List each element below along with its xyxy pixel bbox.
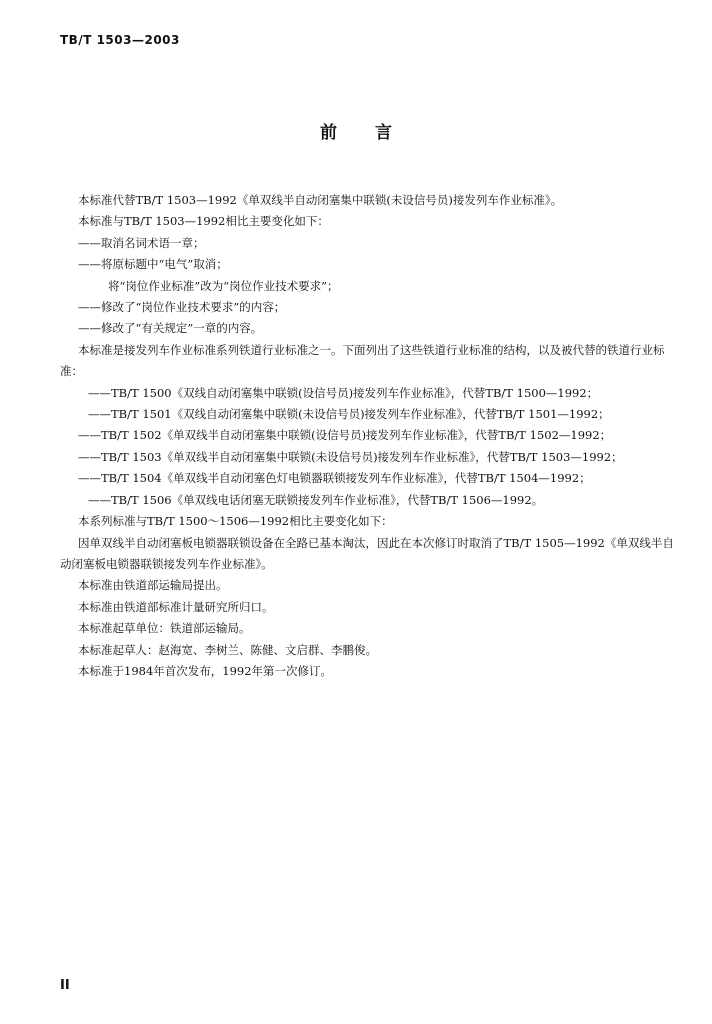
foreword-body (60, 190, 685, 682)
paragraph-series-changes-intro: 本系列标准与TB/T 1500～1506—1992相比主要变化如下： (78, 514, 393, 529)
paragraph-series-item-1506: ——TB/T 1506《单双线电话闭塞无联锁接发列车作业标准》，代替TB/T 1506—1992。 (88, 492, 544, 507)
paragraph-changes-intro: 本标准与TB/T 1503—1992相比主要变化如下： (78, 214, 329, 229)
page-title: 前言 (320, 123, 430, 143)
paragraph-series-intro: 本标准是接发列车作业标准系列铁道行业标准之一。下面列出了这些铁道行业标准的结构，以及被代替的铁道行业标准： (60, 342, 665, 379)
paragraph-drafters: 本标准起草人：赵海宽、李树兰、陈健、文启群、李鹏俊。 (78, 642, 377, 657)
paragraph-history: 本标准于1984年首次发布，1992年第一次修订。 (78, 663, 333, 678)
paragraph-series-item-1501: ——TB/T 1501《双线自动闭塞集中联锁(未设信号员)接发列车作业标准》，代替TB/T 1501—1992； (88, 407, 610, 422)
document-code-header: TB/T 1503—2003 (60, 33, 180, 47)
paragraph-series-item-1502: ——TB/T 1502《单双线半自动闭塞集中联锁(设信号员)接发列车作业标准》，代替TB/T 1502—1992； (78, 428, 612, 443)
paragraph-centralized-by: 本标准由铁道部标准计量研究所归口。 (78, 599, 274, 614)
paragraph-series-change-1505: 因单双线半自动闭塞板电锁器联锁设备在全路已基本淘汰，因此在本次修订时取消了TB/T 1505—1992《单双线半自动闭塞板电锁器联锁接发列车作业标准》。 (60, 535, 674, 571)
paragraph-series-item-1500: ——TB/T 1500《双线自动闭塞集中联锁(设信号员)接发列车作业标准》，代替TB/T 1500—1992； (88, 385, 599, 400)
paragraph-proposed-by: 本标准由铁道部运输局提出。 (78, 578, 228, 593)
paragraph-change-1: ——取消名词术语一章； (78, 235, 205, 250)
paragraph-change-2: ——将原标题中“电气”取消； (78, 257, 228, 272)
paragraph-change-3: ——修改了“岗位作业技术要求”的内容； (78, 300, 286, 315)
paragraph-series-item-1504: ——TB/T 1504《单双线半自动闭塞色灯电锁器联锁接发列车作业标准》，代替TB/T 1504—1992； (78, 471, 591, 486)
paragraph-supersedes: 本标准代替TB/T 1503—1992《单双线半自动闭塞集中联锁(未设信号员)接发列车作业标准》。 (78, 193, 563, 207)
paragraph-series-item-1503: ——TB/T 1503《单双线半自动闭塞集中联锁(未设信号员)接发列车作业标准》，代替TB/T 1503—1992； (78, 449, 623, 464)
paragraph-change-2b: 将“岗位作业标准”改为“岗位作业技术要求”； (108, 278, 339, 293)
paragraph-change-4: ——修改了“有关规定”一章的内容。 (78, 321, 263, 336)
paragraph-drafting-unit: 本标准起草单位：铁道部运输局。 (78, 621, 251, 636)
page-number: II (60, 978, 70, 993)
